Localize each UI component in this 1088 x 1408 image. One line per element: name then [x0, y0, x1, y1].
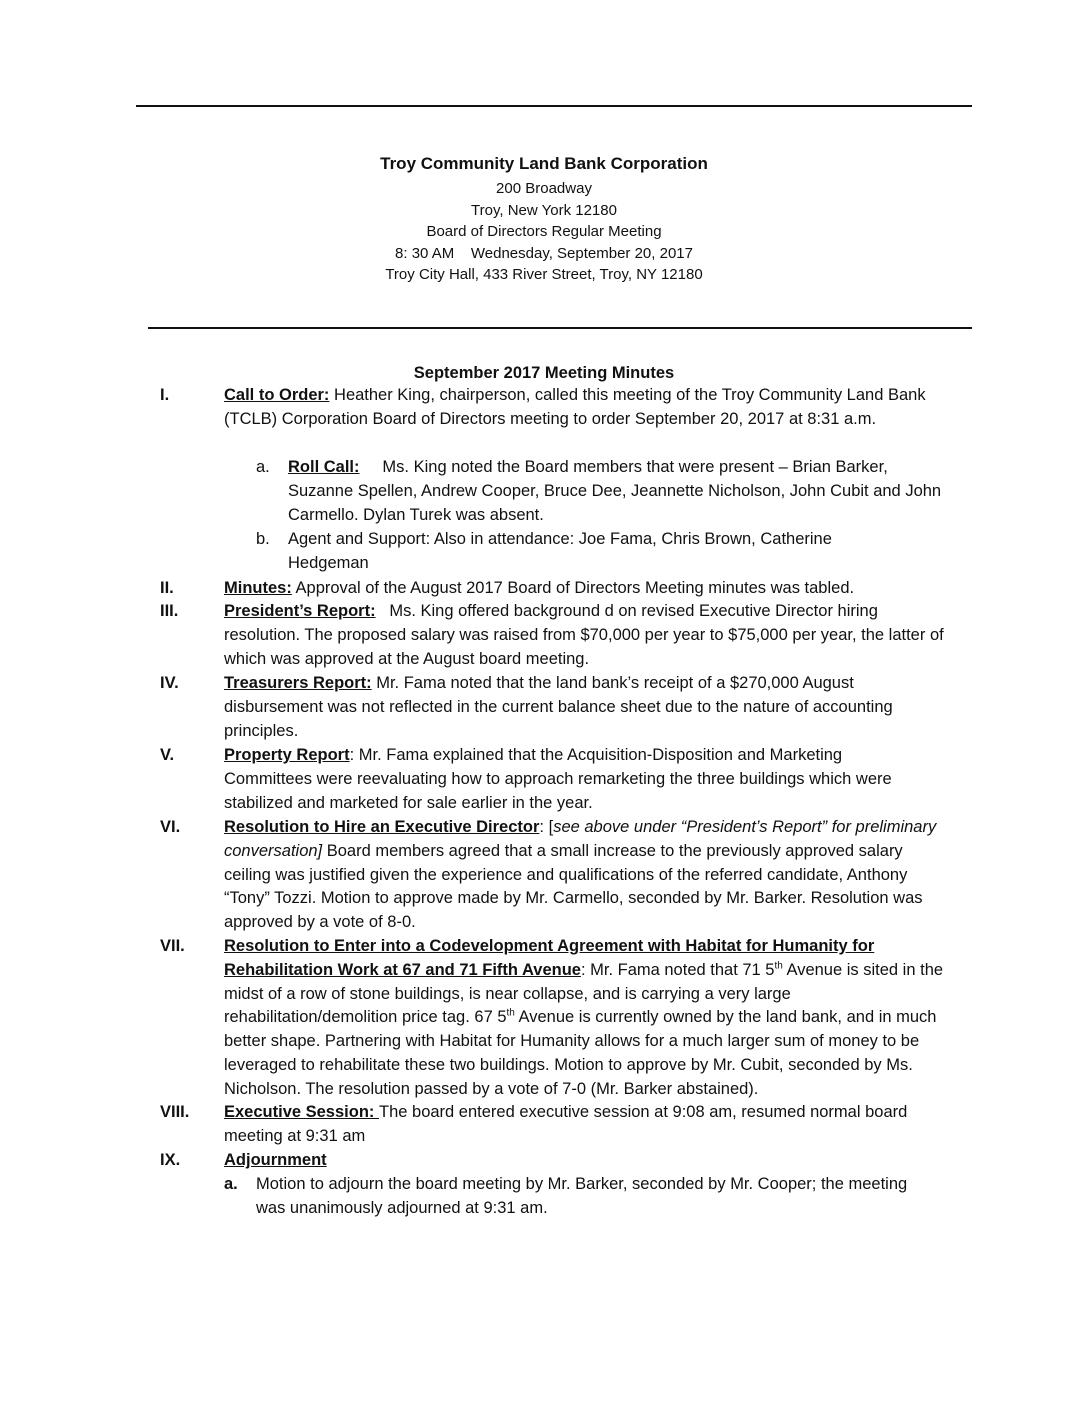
ordinal-suffix: th: [774, 960, 783, 972]
item-resolution-hire-director: [224, 816, 954, 935]
item-adjournment: [224, 1149, 954, 1173]
item-text: Mr. Fama noted that the land bank’s receipt of a $270,000 August disbursement was not reflected in the current balance sheet due to the nature of accounting principles.: [224, 674, 893, 740]
item-heading: Property Report: [224, 746, 350, 764]
organization-name: Troy Community Land Bank Corporation: [380, 154, 708, 173]
document-header: [0, 150, 1088, 286]
item-resolution-habitat: [224, 935, 958, 1102]
subitem-agent-support: Agent and Support: Also in attendance: Joe Fama, Chris Brown, Catherine Hedgeman: [288, 530, 832, 572]
item-text: : Mr. Fama explained that the Acquisition-Disposition and Marketing Committees were reevaluating how to approach remarketing the three buildings which were stabilized and marketed for sale earlier in the year.: [224, 746, 892, 812]
item-text: Heather King, chairperson, called this meeting of the Troy Community Land Bank (TCLB) Corporation Board of Directors meeting to order September 20, 2017 at 8:31 a.m.: [224, 386, 926, 428]
item-heading: Call to Order:: [224, 386, 330, 404]
item-number-ix: IX.: [160, 1151, 181, 1169]
item-heading: President’s Report:: [224, 602, 376, 620]
item-minutes: [224, 577, 954, 601]
subitem-heading: Roll Call:: [288, 458, 360, 476]
item-text: Board members agreed that a small increase to the previously approved salary ceiling was justified given the experience and qualifications of the referred candidate, Anthony “Tony” Tozzi. Motion to approve made by Mr. Carmello, seconded by Mr. Barker. Resolution was approved by a vote of 8-0.: [224, 841, 923, 932]
item-text-part-3: Avenue is currently owned by the land bank, and in much better shape. Partnering with Habitat for Humanity allows for a much larger sum of money to be leveraged to rehabilitate these two buildings. Motion to approve by Mr. Cubit, seconded by Ms. Nicholson. The resolution passed by a vote of 7-0 (Mr. Barker abstained).: [224, 1008, 937, 1098]
item-heading: Minutes:: [224, 579, 292, 597]
subitem-label-a: a.: [256, 458, 270, 476]
item-heading: Treasurers Report:: [224, 674, 372, 692]
item-number-vii: VII.: [160, 937, 185, 955]
item-number-iii: III.: [160, 602, 179, 620]
item-heading: Adjournment: [224, 1151, 327, 1169]
top-rule: [136, 105, 972, 107]
item-text: Ms. King offered background d on revised Executive Director hiring resolution. The proposed salary was raised from $70,000 per year to $75,000 per year, the latter of which was approved at the August board meeting.: [224, 602, 949, 668]
minutes-title: September 2017 Meeting Minutes: [413, 364, 675, 382]
item-text: The board entered executive session at 9:08 am, resumed normal board meeting at 9:31 am: [224, 1103, 908, 1145]
section-rule: [148, 327, 972, 329]
item-number-ii: II.: [160, 579, 174, 597]
item-number-v: V.: [160, 746, 175, 764]
item-presidents-report: [224, 600, 954, 671]
address-line-1: 200 Broadway: [496, 180, 592, 197]
subitem-label-a: a.: [224, 1175, 238, 1193]
meeting-datetime: 8: 30 AM Wednesday, September 20, 2017: [395, 244, 693, 262]
subitem-label-b: b.: [256, 530, 270, 548]
item-text-part-2: Avenue is sited in the midst of a row of stone buildings, is near collapse, and is carrying a very large rehabilitation/demolition price tag. 67 5: [224, 960, 944, 1027]
item-colon: : [: [539, 818, 554, 836]
subitem-roll-call: [288, 456, 948, 527]
item-property-report: [224, 744, 924, 815]
meeting-type: Board of Directors Regular Meeting: [426, 223, 662, 241]
item-number-viii: VIII.: [160, 1103, 190, 1121]
item-text: Approval of the August 2017 Board of Directors Meeting minutes was tabled.: [291, 579, 855, 597]
item-italic-note: see above under “President’s Report” for preliminary conversation]: [224, 818, 937, 860]
subitem-adjourn-motion: Motion to adjourn the board meeting by Mr. Barker, seconded by Mr. Cooper; the meeting was unanimously adjourned at 9:31 am.: [256, 1175, 908, 1217]
item-heading: Resolution to Enter into a Codevelopment Agreement with Habitat for Humanity for Rehabilitation Work at 67 and 71 Fifth Avenue: [224, 937, 875, 979]
item-treasurers-report: [224, 672, 924, 743]
item-number-iv: IV.: [160, 674, 179, 692]
item-call-to-order: [224, 384, 954, 432]
item-heading: Executive Session:: [224, 1103, 379, 1121]
meeting-location: Troy City Hall, 433 River Street, Troy, NY 12180: [385, 266, 703, 284]
item-executive-session: [224, 1101, 962, 1149]
address-line-2: Troy, New York 12180: [471, 201, 617, 219]
subitem-text: Ms. King noted the Board members that were present – Brian Barker, Suzanne Spellen, Andrew Cooper, Bruce Dee, Jeannette Nicholson, John Cubit and John Carmello. Dylan Turek was absent.: [288, 458, 946, 524]
item-heading: Resolution to Hire an Executive Director: [224, 818, 540, 836]
ordinal-suffix: th: [506, 1007, 515, 1019]
item-number-vi: VI.: [160, 818, 181, 836]
item-text-part-1: : Mr. Fama noted that 71 5: [580, 960, 775, 979]
item-number-i: I.: [160, 386, 170, 404]
